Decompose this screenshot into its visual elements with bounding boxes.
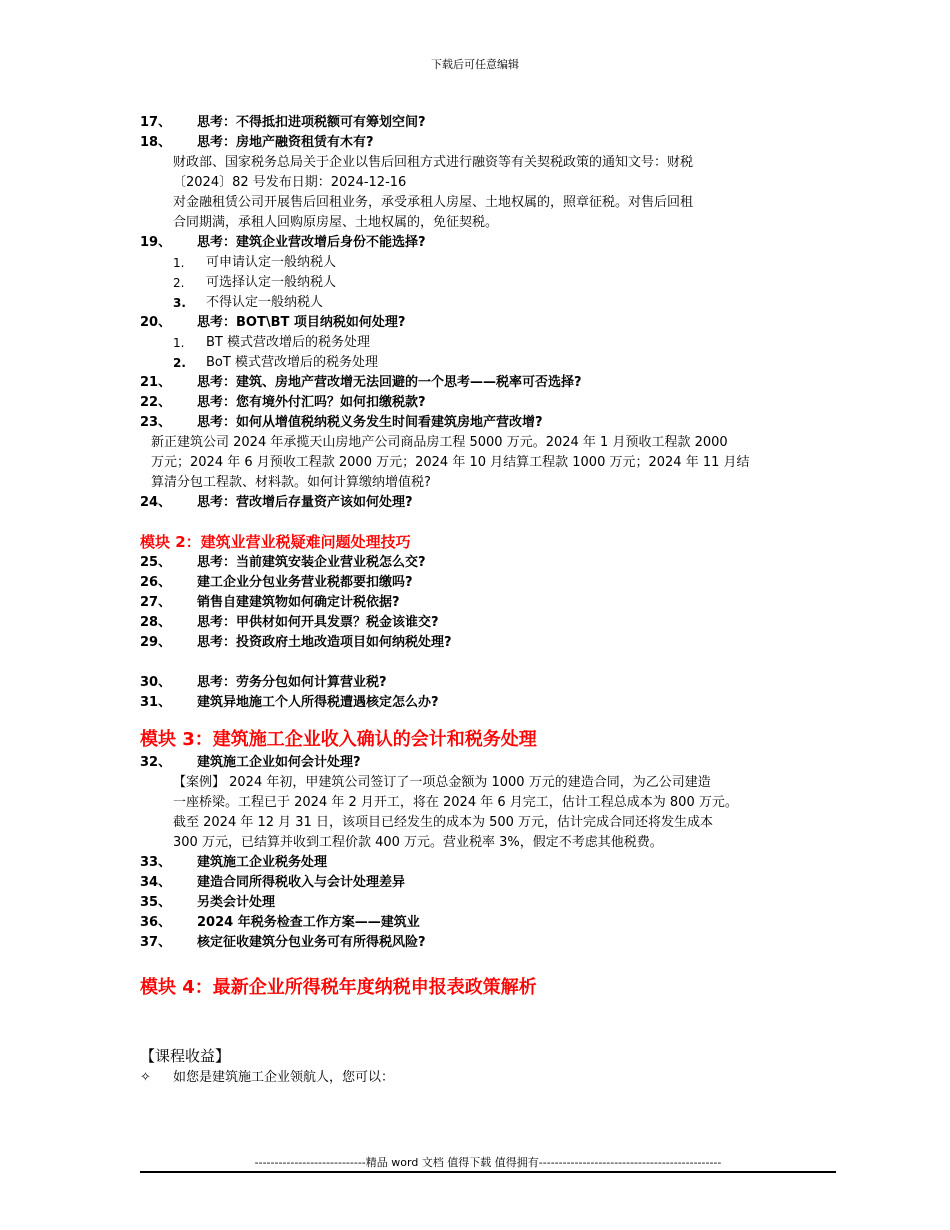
list-item: 34、 建造合同所得税收入与会计处理差异 [140, 875, 406, 890]
diamond-bullet-icon: ✧ [140, 1070, 151, 1085]
list-item: 29、 思考：投资政府土地改造项目如何纳税处理? [140, 635, 452, 650]
sub-list-item: 2. BoT 模式营改增后的税务处理 [173, 355, 378, 370]
list-item: 35、 另类会计处理 [140, 895, 276, 910]
list-item: 27、 销售自建建筑物如何确定计税依据? [140, 595, 400, 610]
module-heading-3: 模块 3：建筑施工企业收入确认的会计和税务处理 [140, 729, 537, 750]
sub-list-item: 1. BT 模式营改增后的税务处理 [173, 335, 370, 350]
sub-list-item: 3. 不得认定一般纳税人 [173, 295, 324, 310]
page-header: 下载后可任意编辑 [431, 58, 519, 71]
list-item: 20、 思考：BOT\BT 项目纳税如何处理? [140, 315, 406, 330]
module-heading-2: 模块 2：建筑业营业税疑难问题处理技巧 [140, 533, 411, 551]
list-item: 33、 建筑施工企业税务处理 [140, 855, 328, 870]
list-item: 30、 思考：劳务分包如何计算营业税? [140, 675, 387, 690]
sub-list-item: 1. 可申请认定一般纳税人 [173, 255, 337, 270]
paragraph-23: 新正建筑公司 2024 年承揽天山房地产公司商品房工程 5000 万元。2024 年 1 月预收工程款 2000 万元；2024 年 6 月预收工程款 2000 万元；2024 年 10 月结算工程款 1000 万元；2024 年 11 月结 算清分包工程款、材料款。如何计算缴纳增值税? [151, 435, 750, 490]
paragraph-18: 财政部、国家税务总局关于企业以售后回租方式进行融资等有关契税政策的通知文号：财税 〔2024〕82 号发布日期：2024-12-16 对金融租赁公司开展售后回租业务，承受承租人房屋、土地权属的，照章征税。对售后回租 合同期满，承租人回购原房屋、土地权属的，免征契税。 [173, 155, 694, 230]
list-item: 23、 思考：如何从增值税纳税义务发生时间看建筑房地产营改增? [140, 415, 543, 430]
sub-list-item: 2. 可选择认定一般纳税人 [173, 275, 337, 290]
list-item: 28、 思考：甲供材如何开具发票？税金该谁交? [140, 615, 439, 630]
list-item: 22、 思考：您有境外付汇吗？如何扣缴税款? [140, 395, 426, 410]
list-item: 37、 核定征收建筑分包业务可有所得税风险? [140, 935, 426, 950]
list-item: 31、 建筑异地施工个人所得税遭遇核定怎么办? [140, 695, 439, 710]
page-footer: ----------------------------精品 word 文档 值得下载 值得拥有---------------------------------------------- [254, 1156, 722, 1169]
list-item: 26、 建工企业分包业务营业税都要扣缴吗? [140, 575, 413, 590]
list-item: 32、 建筑施工企业如何会计处理? [140, 755, 361, 770]
benefits-bullet: ✧ 如您是建筑施工企业领航人，您可以： [140, 1067, 840, 1089]
list-item: 25、 思考：当前建筑安装企业营业税怎么交? [140, 555, 426, 570]
paragraph-32: 【案例】 2024 年初，甲建筑公司签订了一项总金额为 1000 万元的建造合同，为乙公司建造 一座桥梁。工程已于 2024 年 2 月开工，将在 2024 年 6 月完工，估计工程总成本为 800 万元。 截至 2024 年 12 月 31 日，该项目已经发生的成本为 500 万元，估计完成合同还将发生成本 300 万元，已结算并收到工程价款 400 万元。营业税率 3%，假定不考虑其他税费。 [173, 775, 738, 850]
footer-divider [140, 1171, 836, 1173]
module-heading-4: 模块 4：最新企业所得税年度纳税申报表政策解析 [140, 977, 537, 998]
benefits-title: 【课程收益】 [140, 1047, 231, 1065]
document-body [140, 113, 840, 1089]
list-item: 36、 2024 年税务检查工作方案——建筑业 [140, 915, 420, 930]
list-item: 17、 思考：不得抵扣进项税额可有筹划空间? [140, 115, 426, 130]
list-item: 24、 思考：营改增后存量资产该如何处理? [140, 495, 413, 510]
list-item: 18、 思考：房地产融资租赁有木有? [140, 135, 374, 150]
list-item: 19、 思考：建筑企业营改增后身份不能选择? [140, 235, 426, 250]
list-item: 21、 思考：建筑、房地产营改增无法回避的一个思考——税率可否选择? [140, 375, 582, 390]
